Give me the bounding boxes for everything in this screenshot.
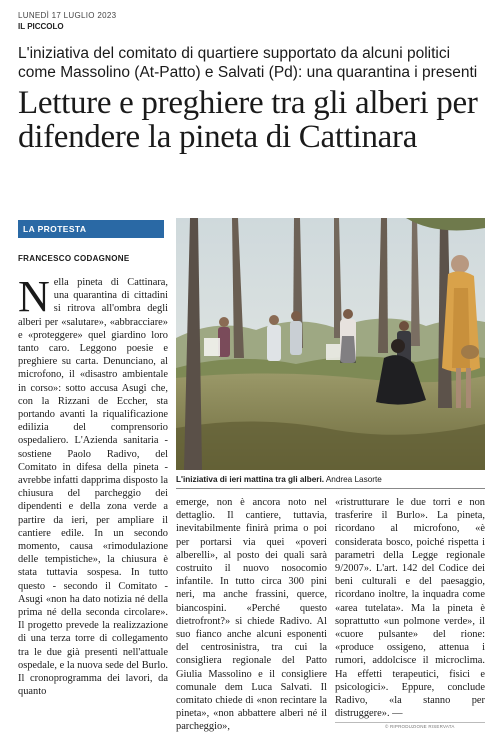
section-tag: LA PROTESTA (18, 220, 164, 238)
newspaper-name: IL PICCOLO (18, 22, 64, 31)
body-text-1: ella pineta di Cattinara, una quarantina di cittadini si ritrova all'ombra degli alberi per «salutare», «abbracciare» e «proteggere» quel giardino loro tanto caro. Leggono poesie e preghiere su carta. Denunciano, al microfono, il «disastro ambientale in corso»: sotto accusa Asugi che, con la Rizzani de Eccher, sta portando avanti la riqualificazione edilizia del comprensorio ospedaliero. L'Azienda sanitaria - sostiene Paolo Radivo, del Comitato in difesa della pineta - avrebbe infatti dapprima disposto la chiusura del parcheggio dei dipendenti e della zona verde a partire da ieri, per ampliare il cantiere edile. In un secondo momento, causa «rimodulazione delle tempistiche», la chiusura è stata tuttavia sospesa. In tutto questo - secondo il Comitato - Asugi «non ha dato notizia né della prima né della seconda circolare». Il progetto prevede la realizzazione di una terza torre di collegamento tra le due già presenti nell'attuale ospedale, e la nuova sede del Burlo. Il cronoprogramma dei lavori, da quanto (18, 277, 168, 698)
article-photo (176, 218, 485, 470)
edition-date: LUNEDÌ 17 LUGLIO 2023 (18, 11, 117, 20)
body-column-3: «ristrutturare le due torri e non trasferire il Burlo». La pineta, ricordano al microfono, «è considerata bosco, poiché rispetta i parametri della Legge regionale 9/2007». L'art. 142 del Codice dei beni culturali e del paesaggio, ricordano inoltre, la inquadra come «area tutelata». Ma la pineta è soprattutto «un polmone verde», il «cuore pulsante» del rione: «produce ossigeno, attenua i rumori, addolcisce il microclima. Ha effetti terapeutici, fisici e psicologici». Eppure, conclude Radivo, «la stanno per distruggere». — (335, 497, 485, 720)
pine-forest-gathering-image (176, 218, 485, 470)
photo-credit: Andrea Lasorte (325, 475, 382, 484)
body-column-2: emerge, non è ancora noto nel dettaglio. Il cantiere, tuttavia, inevitabilmente finirà prima o poi per portarsi via quei «poveri alberelli», al posto dei quali sarà costruito il nuovo nosocomio infantile. In tutto circa 300 pini neri, ma anche frassini, querce, biancospini. «Perché questo dietrofront?» si chiede Radivo. Al suo fianco anche alcuni esponenti del centrosinistra, tra cui la consigliera regionale del Patto Giulia Massolino e il consigliere comunale dem Luca Salvati. Il comitato chiede di «non recintare la pineta», «non abbattere alberi né il parcheggio», (176, 497, 327, 733)
body-column-1 (18, 272, 168, 699)
footer-divider (335, 722, 485, 723)
author-byline: FRANCESCO CODAGNONE (18, 254, 130, 263)
masthead (18, 10, 478, 32)
photo-caption (176, 474, 485, 485)
caption-text: L'iniziativa di ieri mattina tra gli alberi. (176, 475, 324, 484)
drop-cap: N (18, 272, 50, 321)
article-headline: Letture e preghiere tra gli alberi per difendere la pineta di Cattinara (18, 85, 478, 155)
caption-divider (176, 488, 485, 489)
copyright-notice: © RIPRODUZIONE RISERVATA (385, 724, 455, 729)
article-kicker: L'iniziativa del comitato di quartiere supportato da alcuni politici come Massolino (At-Patto) e Salvati (Pd): una quarantina i presenti (18, 45, 478, 81)
